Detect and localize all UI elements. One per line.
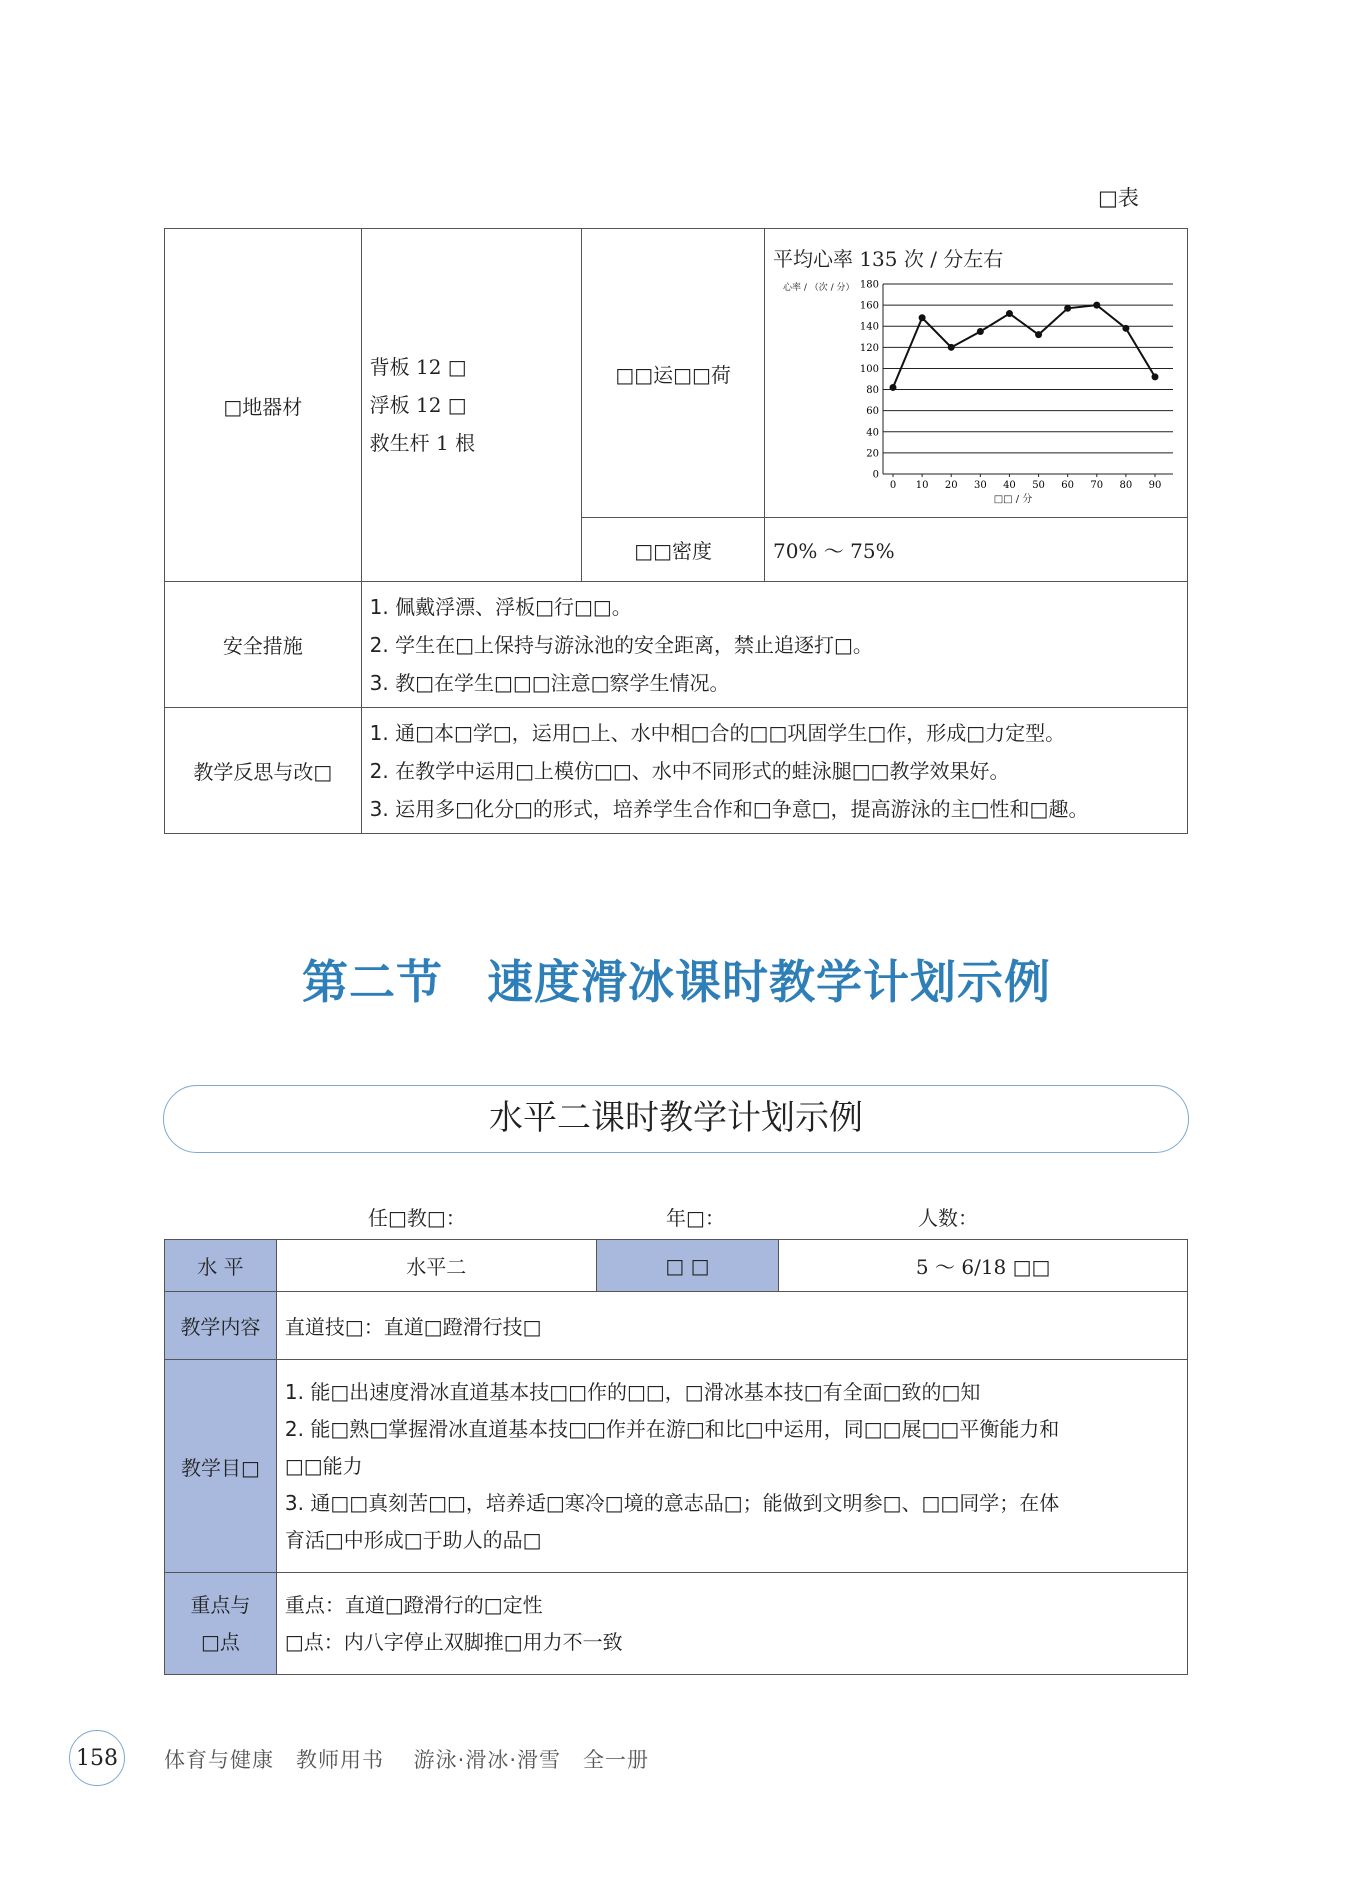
hours-label: □ □ (596, 1240, 779, 1292)
goals-label: 教学目□ (165, 1360, 277, 1573)
reflection-item: 3. 运用多□化分□的形式，培养学生合作和□争意□，提高游泳的主□性和□趣。 (369, 796, 1089, 821)
equipment-item: 浮板 12 □ (369, 393, 467, 417)
y-tick-label: 40 (866, 427, 879, 439)
level-label: 水 平 (165, 1240, 277, 1292)
heart-rate-chart (773, 276, 1178, 506)
key-difficulty-list (276, 1573, 1187, 1675)
lesson-plan-table-1 (164, 228, 1188, 834)
heart-rate-point (1006, 310, 1013, 317)
venue-equipment-label: □地器材 (165, 229, 362, 582)
goals-list (276, 1360, 1187, 1573)
reflection-list (361, 708, 1187, 834)
exercise-load-label: □□运□□荷 (582, 229, 765, 518)
y-tick-label: 20 (866, 448, 879, 460)
y-tick-label: 100 (859, 363, 879, 375)
key-difficulty-label (165, 1573, 277, 1675)
heart-rate-point (1151, 373, 1158, 380)
goal-line: 育活□中形成□于助人的品□ (284, 1527, 542, 1552)
heart-rate-point (1093, 302, 1100, 309)
goal-line: □□能力 (284, 1453, 363, 1478)
goal-line: 3. 通□□真刻苦□□，培养适□寒冷□境的意志品□；能做到文明参□、□□同学；在体 (284, 1490, 1060, 1515)
teacher-label: 任□教□： (368, 1206, 466, 1230)
footer-book-title: 体育与健康 教师用书 游泳·滑冰·滑雪 全一册 (164, 1748, 650, 1772)
x-tick-label: 30 (973, 480, 987, 491)
hours-value: 5 ～ 6/18 □□ (779, 1240, 1188, 1292)
section-number: 第二节 (302, 955, 443, 1009)
heart-rate-point (1122, 325, 1129, 332)
y-tick-label: 180 (859, 279, 879, 291)
difficulty-point: □点：内八字停止双脚推□用力不一致 (284, 1629, 623, 1654)
chart-x-label: □□ / 分 (993, 494, 1033, 505)
x-tick-label: 20 (944, 480, 958, 491)
safety-item: 1. 佩戴浮漂、浮板□行□□。 (369, 594, 632, 619)
safety-item: 2. 学生在□上保持与游泳池的安全距离，禁止追逐打□。 (369, 632, 873, 657)
x-axis-ticks (890, 474, 1162, 491)
heart-rate-point (919, 314, 926, 321)
safety-item: 3. 教□在学生□□□注意□察学生情况。 (369, 670, 730, 695)
y-tick-label: 160 (859, 300, 879, 312)
heart-rate-point (977, 328, 984, 335)
heart-rate-point (1064, 305, 1071, 312)
x-tick-label: 80 (1119, 480, 1133, 491)
heart-rate-point (1035, 331, 1042, 338)
y-tick-label: 80 (866, 385, 879, 397)
key-label-line: 重点与 (190, 1592, 251, 1617)
student-count-label: 人数： (918, 1206, 978, 1230)
reflection-item: 2. 在教学中运用□上模仿□□、水中不同形式的蛙泳腿□□教学效果好。 (369, 758, 1010, 783)
content-label: 教学内容 (165, 1292, 277, 1360)
continued-label: □表 (1098, 186, 1139, 210)
content-value: 直道技□：直道□蹬滑行技□ (276, 1292, 1187, 1360)
chart-grid (883, 284, 1173, 474)
reflection-label: 教学反思与改□ (165, 708, 362, 834)
x-tick-label: 40 (1003, 480, 1016, 491)
equipment-item: 背板 12 □ (369, 355, 467, 379)
section-title (0, 946, 1353, 1012)
heart-rate-series-line (893, 305, 1155, 387)
y-tick-label: 140 (859, 321, 879, 333)
section-heading: 速度滑冰课时教学计划示例 (487, 955, 1051, 1009)
heart-rate-points (889, 302, 1158, 391)
x-tick-label: 50 (1032, 480, 1045, 491)
goal-line: 2. 能□熟□掌握滑冰直道基本技□□作并在游□和比□中运用，同□□展□□平衡能力和 (284, 1416, 1060, 1441)
x-tick-label: 90 (1148, 480, 1162, 491)
x-tick-label: 0 (889, 480, 897, 491)
avg-heart-rate-caption: 平均心率 135 次 / 分左右 (772, 247, 1004, 271)
page-footer (0, 1730, 1353, 1790)
heart-rate-chart-cell (764, 229, 1187, 518)
density-value: 70% ～ 75% (764, 518, 1187, 582)
equipment-item: 救生杆 1 根 (369, 431, 476, 455)
x-tick-label: 10 (915, 480, 929, 491)
density-label: □□密度 (582, 518, 765, 582)
y-tick-label: 120 (859, 342, 879, 354)
safety-list (361, 582, 1187, 708)
level-value: 水平二 (276, 1240, 596, 1292)
heart-rate-point (889, 384, 896, 391)
y-tick-label: 0 (872, 469, 879, 481)
goal-line: 1. 能□出速度滑冰直道基本技□□作的□□，□滑冰基本技□有全面□致的□知 (284, 1379, 981, 1404)
heart-rate-point (948, 344, 955, 351)
x-tick-label: 60 (1061, 480, 1075, 491)
safety-label: 安全措施 (165, 582, 362, 708)
key-point: 重点：直道□蹬滑行的□定性 (284, 1592, 543, 1617)
difficulty-label-line: □点 (200, 1629, 240, 1654)
grade-label: 年□： (666, 1206, 725, 1230)
reflection-item: 1. 通□本□学□，运用□上、水中相□合的□□巩固学生□作，形成□力定型。 (369, 720, 1066, 745)
lesson-plan-table-2 (164, 1239, 1188, 1675)
chart-y-label: 心率 / （次 / 分） (782, 283, 855, 293)
lesson-plan-banner: 水平二课时教学计划示例 (163, 1085, 1189, 1153)
page-number: 158 (69, 1730, 125, 1786)
y-tick-label: 60 (866, 406, 879, 418)
equipment-list (361, 229, 582, 582)
x-tick-label: 70 (1090, 480, 1104, 491)
y-axis-ticks (860, 280, 879, 481)
